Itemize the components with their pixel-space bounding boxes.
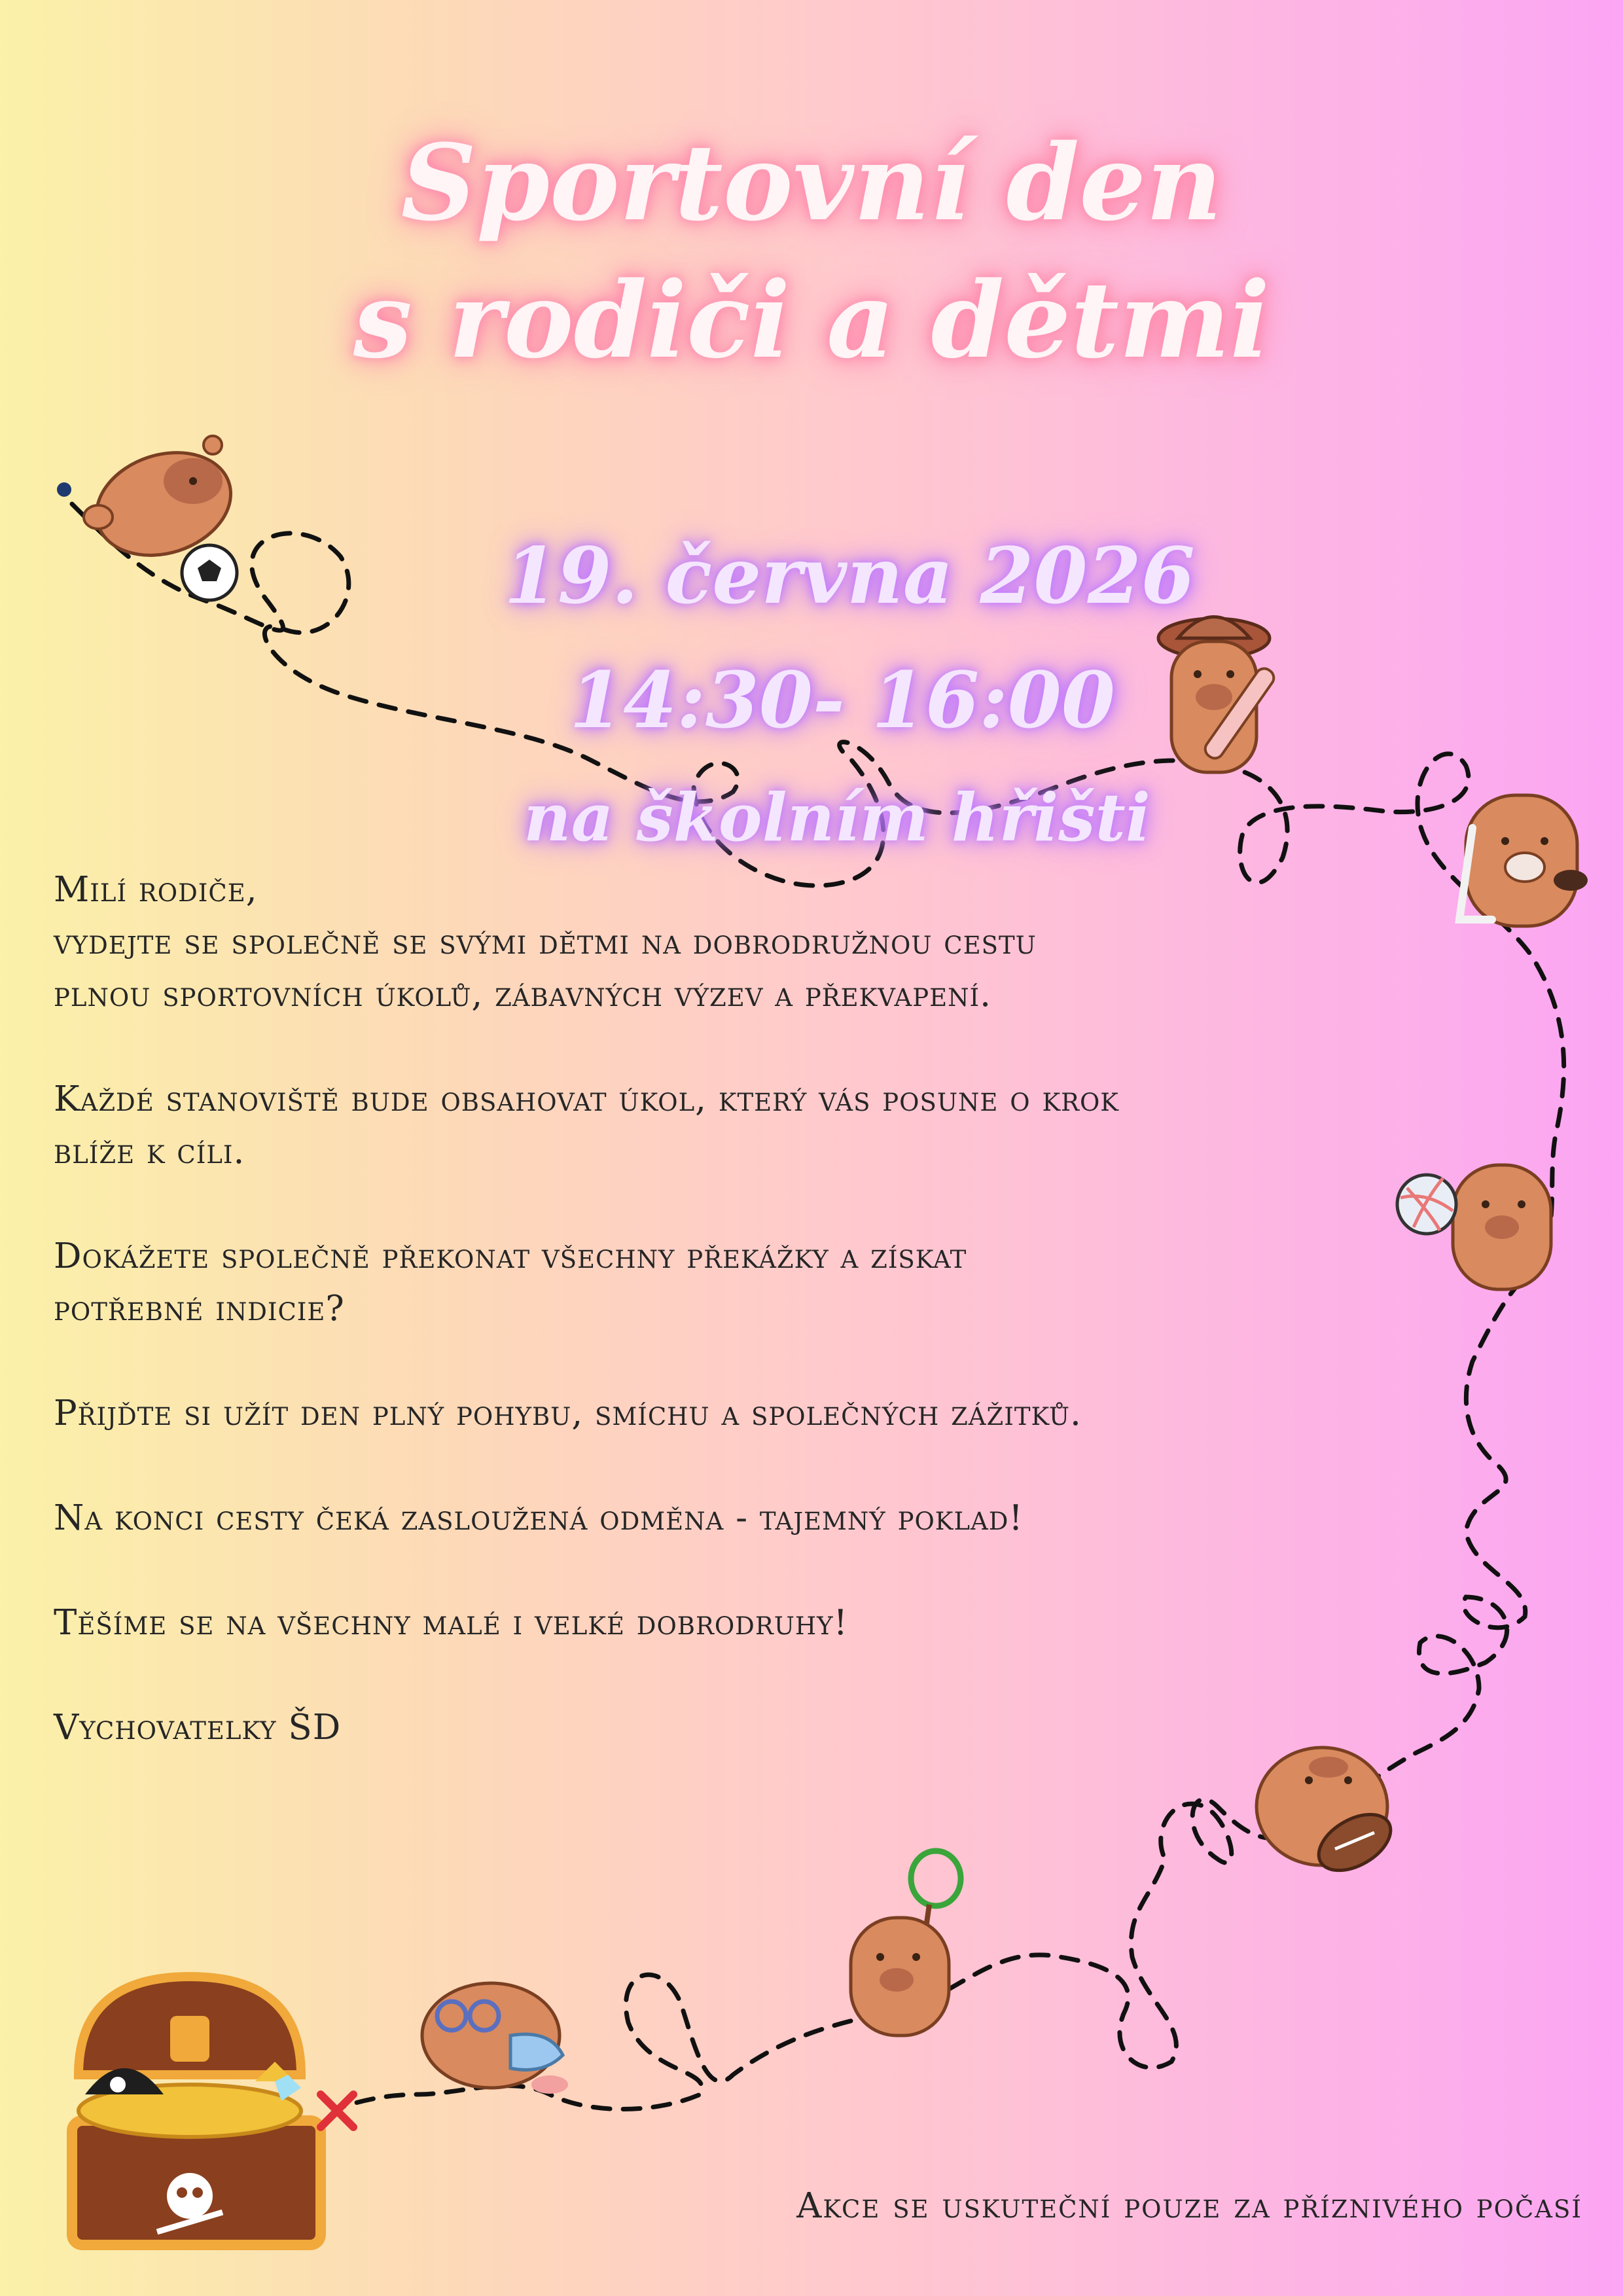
paragraph-3-line-1: Dokážete společně překonat všechny překážky a získat bbox=[54, 1236, 967, 1276]
event-place: na školním hřišti bbox=[524, 779, 1150, 856]
capybara-rugby-icon bbox=[1243, 1728, 1414, 1892]
capybara-swimmer-icon bbox=[412, 1964, 582, 2101]
greeting: Milí rodiče, bbox=[54, 870, 258, 910]
event-time: 14:30- 16:00 bbox=[569, 655, 1116, 745]
invitation-body bbox=[54, 864, 1507, 1806]
weather-note: Akce se uskuteční pouze za příznivého počasí bbox=[796, 2186, 1582, 2226]
x-mark-icon bbox=[314, 2088, 360, 2134]
title-line-1: Sportovní den bbox=[401, 121, 1222, 244]
paragraph-2-line-2: blíže k cíli. bbox=[54, 1132, 245, 1172]
capybara-soccer-icon bbox=[79, 425, 255, 609]
capybara-hockey-icon bbox=[1446, 789, 1597, 939]
paragraph-3-line-2: potřebné indicie? bbox=[54, 1289, 345, 1329]
capybara-volleyball-icon bbox=[1394, 1152, 1564, 1296]
capybara-badminton-icon bbox=[825, 1846, 982, 2042]
treasure-chest-icon bbox=[59, 1964, 340, 2251]
paragraph-6: Těšíme se na všechny malé i velké dobrodruhy! bbox=[54, 1603, 848, 1643]
event-date: 19. června 2026 bbox=[504, 530, 1195, 621]
capybara-baseball-icon bbox=[1139, 589, 1296, 779]
title-line-2: s rodiči a dětmi bbox=[353, 259, 1270, 382]
intro-line-2: plnou sportovních úkolů, zábavných výzev a překvapení. bbox=[54, 975, 991, 1014]
paragraph-2-line-1: Každé stanoviště bude obsahovat úkol, který vás posune o krok bbox=[54, 1079, 1119, 1119]
paragraph-4: Přijďte si užít den plný pohybu, smíchu a společných zážitků. bbox=[54, 1393, 1082, 1433]
intro-line-1: vydejte se společně se svými dětmi na dobrodružnou cestu bbox=[54, 922, 1037, 962]
signature: Vychovatelky ŠD bbox=[54, 1708, 342, 1748]
paragraph-5: Na konci cesty čeká zasloužená odměna - tajemný poklad! bbox=[54, 1498, 1024, 1538]
